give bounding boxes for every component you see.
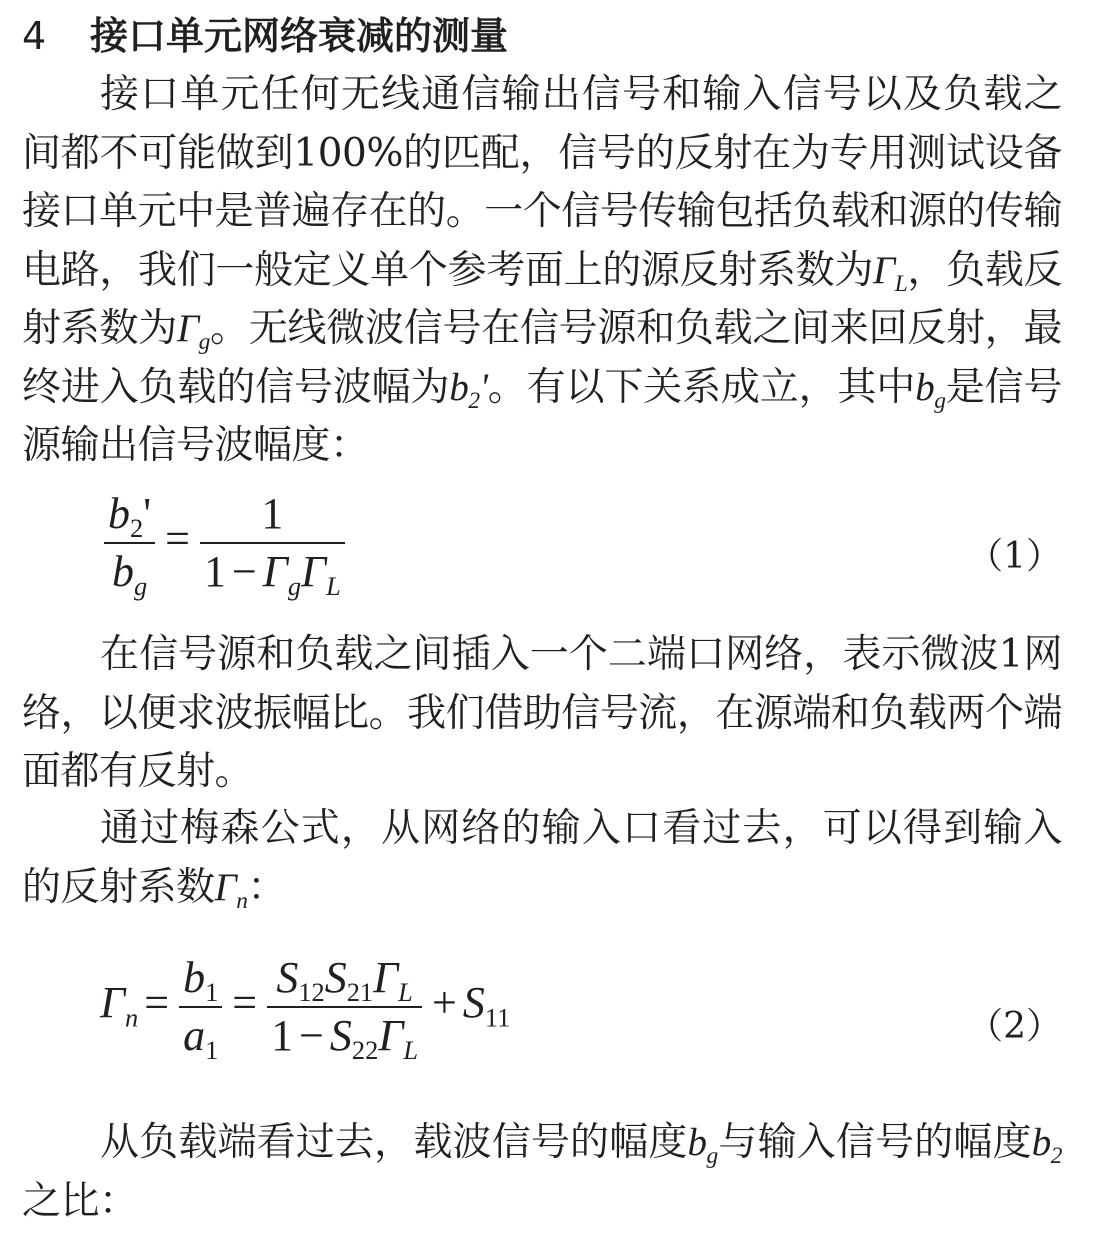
bg-symbol: $b_g$ — [915, 365, 946, 414]
paragraph-text: 接口单元任何无线通信输出信号和输入信号以及负载之间都不可能做到100%的匹配，信号的反射在为专用测试设备接口单元中是普遍存在的。一个信号传输包括负载和源的传输电路，我们一般定义单个参考面上的源反射系数为 — [22, 72, 1062, 293]
eq2-s11: S — [462, 978, 485, 1028]
eq2-equals-1: = — [144, 978, 170, 1028]
eq2-plus: + — [432, 978, 457, 1028]
gamma-n-symbol: $\Gamma_n$ — [214, 865, 248, 914]
gamma-g-symbol: $\Gamma_g$ — [176, 307, 210, 356]
section-title: 接口单元网络衰减的测量 — [90, 14, 509, 58]
b2-symbol: $b_2$ — [1031, 1121, 1062, 1170]
section-heading — [22, 10, 508, 62]
b2-prime-symbol: $b_2'$ — [449, 365, 488, 414]
eq2-fraction-s-params: $\frac{S_{12}S_{21}\Gamma_L}{1 - S_{22}\Gamma_L}$ — [267, 950, 422, 1064]
eq1-rhs-fraction: $\frac{1}{1 - \Gamma_g\Gamma_L}$ — [200, 486, 345, 600]
eq2-fraction-b1-a1: $\frac{b_1}{a_1}$ — [179, 950, 222, 1064]
equation-1 — [100, 486, 349, 600]
equation-2-label: （2） — [967, 1006, 1062, 1047]
eq1-equals: = — [165, 514, 190, 564]
paragraph-text: 之比： — [22, 1178, 138, 1224]
paragraph-reflection-intro — [22, 66, 1062, 476]
paragraph-text: 在信号源和负载之间插入一个二端口网络，表示微波1网络，以便求波振幅比。我们借助信号流，在源端和负载两个端面都有反射。 — [22, 632, 1062, 794]
paragraph-text: 。有以下关系成立，其中 — [487, 364, 916, 410]
eq2-equals-2: = — [232, 978, 258, 1028]
gamma-l-symbol: $\Gamma_L$ — [873, 248, 908, 297]
paragraph-text: 通过梅森公式，从网络的输入口看过去，可以得到输入的反射系数 — [22, 806, 1062, 910]
paragraph-text: ，负载反射系数为 — [22, 247, 1062, 351]
paragraph-mason — [22, 800, 1062, 917]
bg-symbol: $b_g$ — [687, 1121, 718, 1170]
equation-2: $\Gamma_n$ = $\frac{b_1}{a_1}$ = $\frac{S_{12}S_{21}\Gamma_L}{1 - S_{22}\Gamma_L}$ + $S_{11}$ — [100, 950, 510, 1064]
paragraph-text: 与输入信号的幅度 — [717, 1120, 1032, 1165]
paragraph-text: 。无线微波信号在信号源和负载之间来回反射，最终进入负载的信号波幅为 — [22, 306, 1062, 410]
paragraph-two-port — [22, 626, 1062, 802]
section-number: 4 — [22, 14, 47, 58]
paragraph-text: 从负载端看过去，载波信号的幅度 — [100, 1120, 688, 1165]
paragraph-text: ： — [247, 864, 286, 910]
eq2-gamma-n: Γ — [100, 978, 126, 1028]
paragraph-text: 是信号源输出信号波幅度： — [22, 364, 1062, 468]
paragraph-amplitude-ratio — [22, 1114, 1062, 1231]
equation-1-label: （1） — [967, 536, 1062, 577]
eq1-lhs-fraction: $\frac{b_2'}{b_g}$ — [104, 486, 155, 600]
